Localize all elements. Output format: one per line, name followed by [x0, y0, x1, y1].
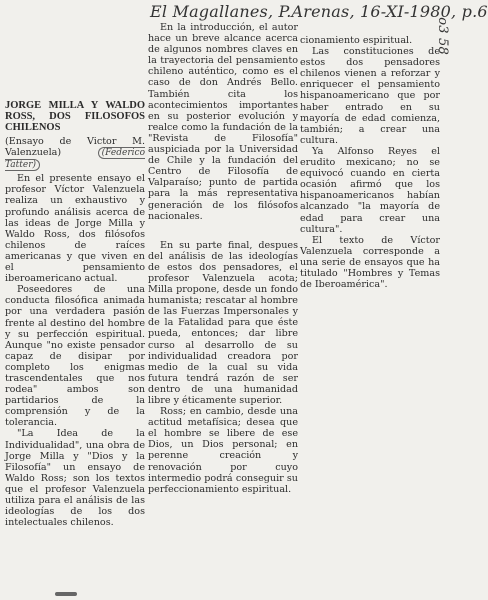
paragraph: Poseedores de una conducta filosófica animada por una verdadera pasión frente al destino del hombre y su perfección espiritual. Aunque "no existe pensador capaz de disipar por completo los enigmas trascendentales que nos rodea" ambos son partidarios de la comprensión y de la tolerancia. — [5, 284, 145, 429]
paragraph: En la introducción, el autor hace un breve alcance acerca de algunos nombres claves en la trayectoria del pensamiento chileno auténtico, como es el caso de don Andrés Bello. También cita los acontecimientos importantes en su posterior evolución y realce como la fundación de la "Revista de Filosofía" auspiciada por la Universidad de Chile y la fundación del Centro de Filosofía de Valparaíso; punto de partida para la más representativa generación de los filósofos nacionales. — [148, 22, 298, 222]
paragraph: En su parte final, despues del análisis de las ideologías de estos dos pensadores, el profesor Valenzuela acota; Milla propone, desde un fondo humanista; rescatar al hombre de las Fuerzas Impersonales y de la Fatalidad para que éste pueda, entonces; dar libre curso al desarrollo de su individualidad creadora por medio de la cual su vida futura tendrá razón de ser dentro de una humanidad libre y éticamente superior. — [148, 239, 298, 406]
paragraph: "La Idea de la Individualidad", una obra de Jorge Milla y "Dios y la Filosofía" un ensayo de Waldo Ross; son los textos que el profesor Valenzuela utiliza para el análisis de las ideologías de los dos intelectuales chilenos. — [5, 428, 145, 529]
paragraph: cionamiento espiritual. — [300, 35, 413, 46]
article-column-3 — [300, 35, 440, 290]
article-headline: JORGE MILLA Y WALDO ROSS, DOS FILOSOFOS CHILENOS — [5, 100, 145, 133]
handwritten-source-note: El Magallanes, P.Arenas, 16-XI-1980, p.6 — [150, 2, 488, 21]
handwritten-margin-number: o3 58 — [435, 17, 450, 55]
handwritten-author-annotation: (Federico Tatter) — [5, 148, 145, 171]
article-column-2 — [148, 22, 298, 495]
paragraph: Las constituciones de estos dos pensadores chilenos vienen a reforzar y enriquecer el pensamiento hispanoamericano que por haber entrado en su mayoría de edad comienza, también; a crear una cultura. — [300, 46, 440, 146]
paragraph: Ross; en cambio, desde una actitud metafísica; desea que el hombre se libere de ese Dios, un Dios personal; en perenne creación y renovación por cuyo intermedio podrá conseguir su perfeccionamiento espiritual. — [148, 406, 298, 495]
article-byline — [5, 136, 145, 171]
paragraph: Ya Alfonso Reyes el erudito mexicano; no se equivocó cuando en cierta ocasión afirmó que los hispanoamericanos habían alcanzado "la mayoría de edad para crear una cultura". — [300, 145, 440, 235]
article-column-1 — [5, 100, 145, 528]
scan-smudge — [55, 592, 77, 596]
byline-text: (Ensayo de Victor M. Valenzuela) — [5, 136, 145, 159]
paragraph: El texto de Víctor Valenzuela corresponde a una serie de ensayos que ha titulado "Hombres y Temas de Iberoamérica". — [300, 234, 440, 291]
paragraph: En el presente ensayo el profesor Víctor Valenzuela realiza un exhaustivo y profundo análisis acerca de las ideas de Jorge Milla y Waldo Ross, dos filósofos chilenos de raíces americanas y que viven en el pensamiento iberoamericano actual. — [5, 173, 145, 285]
